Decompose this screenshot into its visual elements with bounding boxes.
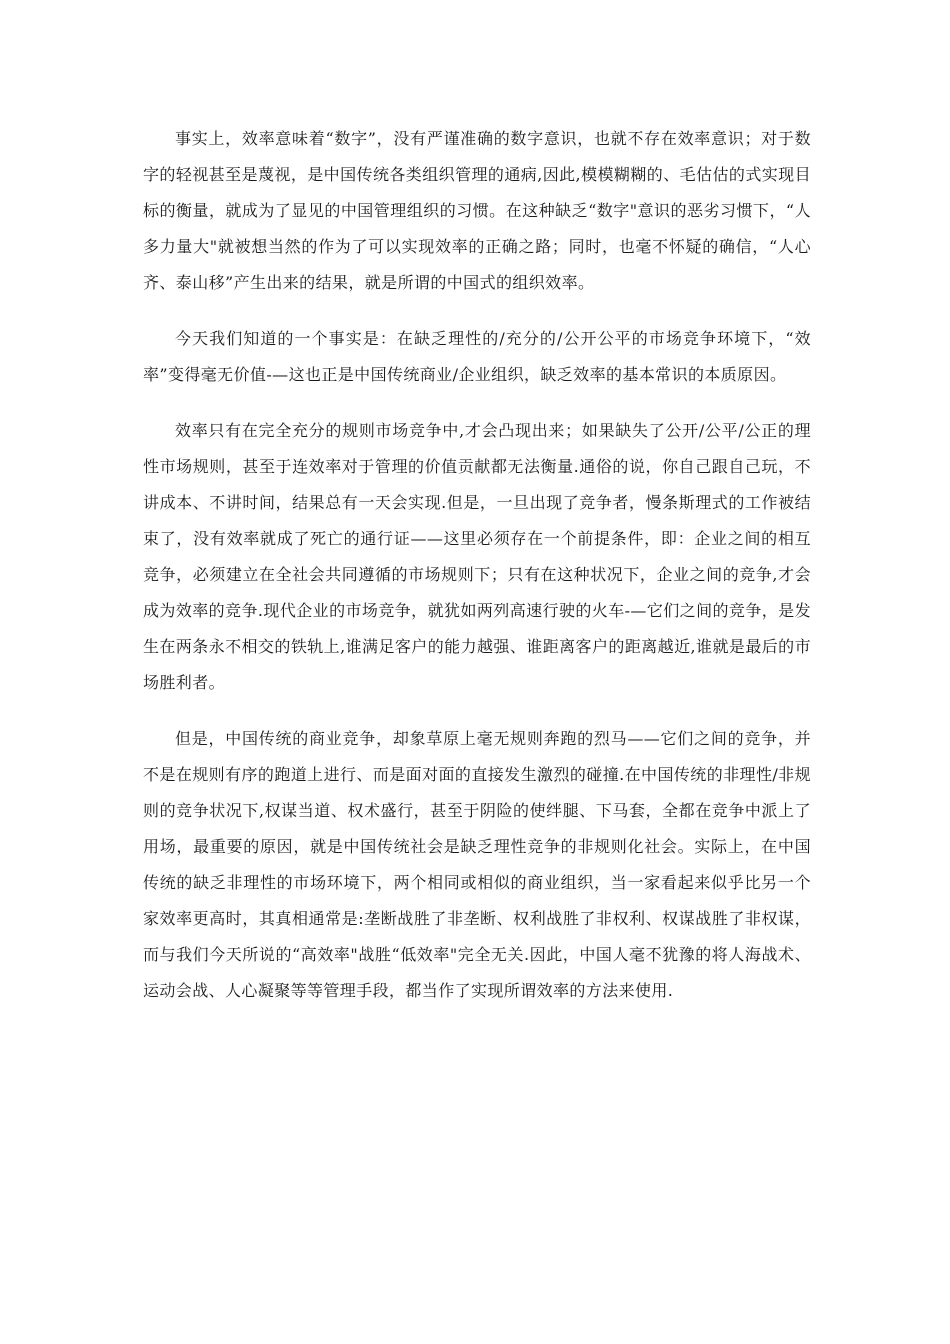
paragraph-3: 效率只有在完全充分的规则市场竞争中,才会凸现出来；如果缺失了公开/公平/公正的理性市场规则，甚至于连效率对于管理的价值贡献都无法衡量.通俗的说，你自己跟自己玩，不讲成本、不讲时间，结果总有一天会实现.但是，一旦出现了竞争者，慢条斯理式的工作被结束了，没有效率就成了死亡的通行证——这里必须存在一个前提条件，即：企业之间的相互竞争，必须建立在全社会共同遵循的市场规则下；只有在这种状况下，企业之间的竞争,才会成为效率的竞争.现代企业的市场竞争，就犹如两列高速行驶的火车-—它们之间的竞争，是发生在两条永不相交的铁轨上,谁满足客户的能力越强、谁距离客户的距离越近,谁就是最后的市场胜利者。 — [143, 421, 811, 692]
paragraph-1: 事实上，效率意味着“数字”，没有严谨准确的数字意识，也就不存在效率意识；对于数字的轻视甚至是蔑视，是中国传统各类组织管理的通病,因此,模模糊糊的、毛估估的式实现目标的衡量，就成为了显见的中国管理组织的习惯。在这种缺乏“数字"意识的恶劣习惯下，“人多力量大"就被想当然的作为了可以实现效率的正确之路；同时，也毫不怀疑的确信，“人心齐、泰山移”产生出来的结果，就是所谓的中国式的组织效率。 — [143, 129, 811, 292]
paragraph-2: 今天我们知道的一个事实是：在缺乏理性的/充分的/公开公平的市场竞争环境下，“效率”变得毫无价值-—这也正是中国传统商业/企业组织，缺乏效率的基本常识的本质原因。 — [143, 329, 811, 384]
paragraph-4: 但是，中国传统的商业竞争，却象草原上毫无规则奔跑的烈马——它们之间的竞争，并不是在规则有序的跑道上进行、而是面对面的直接发生激烈的碰撞.在中国传统的非理性/非规则的竞争状况下,权谋当道、权术盛行，甚至于阴险的使绊腿、下马套，全都在竞争中派上了用场，最重要的原因，就是中国传统社会是缺乏理性竞争的非规则化社会。实际上，在中国传统的缺乏非理性的市场环境下，两个相同或相似的商业组织，当一家看起来似乎比另一个家效率更高时，其真相通常是:垄断战胜了非垄断、权利战胜了非权利、权谋战胜了非权谋，而与我们今天所说的“高效率"战胜“低效率"完全无关.因此，中国人毫不犹豫的将人海战术、运动会战、人心凝聚等等管理手段，都当作了实现所谓效率的方法来使用. — [143, 729, 811, 1000]
document-body — [143, 121, 811, 1029]
